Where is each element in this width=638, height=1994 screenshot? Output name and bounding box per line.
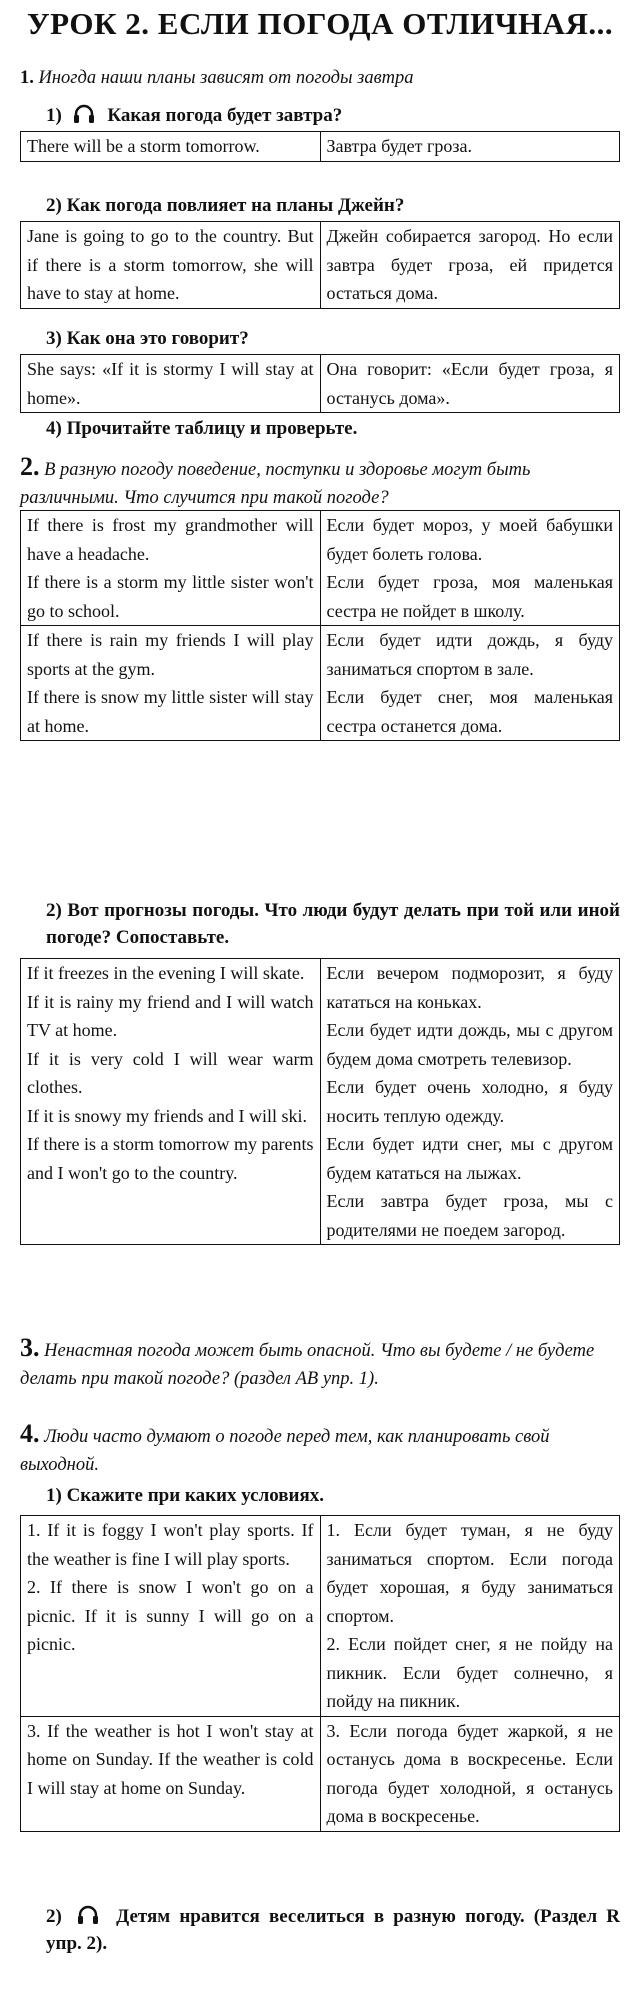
russian-text: Если будет идти дождь, я буду заниматься спортом в зале. [326, 630, 613, 679]
table-row [21, 959, 620, 1245]
question-2-label: 2) [46, 1906, 62, 1927]
english-text: If there is snow my little sister will stay at home. [27, 687, 314, 736]
task-3-text: Ненастная погода может быть опасной. Что вы будете / не будете делать при такой погоде? (раздел АВ упр. 1). [20, 1341, 595, 1389]
task-2-header [20, 453, 620, 512]
english-cell [21, 355, 321, 413]
english-text: There will be a storm tomorrow. [27, 136, 260, 156]
table-weekend-conditions [20, 1515, 620, 1832]
headphones-icon [73, 104, 95, 124]
english-text: If it is very cold I will wear warm clothes. [27, 1048, 314, 1097]
question-2-text: Детям нравится веселиться в разную погоду. (Раздел R упр. 2). [46, 1906, 621, 1954]
russian-text: Джейн собирается загород. Но если завтра будет гроза, ей придется остаться дома. [326, 226, 613, 303]
english-cell [21, 1716, 321, 1831]
english-text: 3. If the weather is hot I won't stay at home on Sunday. If the weather is cold I will stay at home on Sunday. [27, 1720, 314, 1798]
table-weather-forecasts [20, 958, 620, 1245]
task-4-text: Люди часто думают о погоде перед тем, как планировать свой выходной. [20, 1427, 550, 1475]
task-2-text: В разную погоду поведение, поступки и здоровье могут быть различными. Что случится при такой погоде? [20, 460, 531, 508]
table-storm-tomorrow [20, 131, 620, 162]
russian-cell [320, 1516, 620, 1717]
russian-text: Если завтра будет гроза, мы с родителями не поедем загород. [326, 1191, 613, 1240]
russian-cell [320, 222, 620, 309]
russian-text: Если будет мороз, у моей бабушки будет болеть голова. [326, 515, 613, 564]
task-1-text: Иногда наши планы зависят от погоды завтра [38, 68, 414, 88]
english-text: If there is frost my grandmother will have a headache. [27, 515, 314, 564]
task-4-question-1: 1) Скажите при каких условиях. [46, 1485, 324, 1506]
russian-text: Если вечером подморозит, я буду кататься на коньках. [326, 963, 613, 1012]
english-text: 2. If there is snow I won't go on a picnic. If it is sunny I will go on a picnic. [27, 1577, 314, 1654]
english-text: If there is a storm my little sister won't go to school. [27, 572, 314, 621]
table-weather-effects [20, 510, 620, 741]
task-1-question-3: 3) Как она это говорит? [46, 328, 249, 349]
table-row [21, 626, 620, 741]
english-text: 1. If it is foggy I won't play sports. If the weather is fine I will play sports. [27, 1520, 314, 1569]
russian-text: 1. Если будет туман, я не буду заниматься спортом. Если погода будет хорошая, я буду заниматься спортом. [326, 1520, 613, 1626]
table-row [21, 222, 620, 309]
table-jane-plans [20, 221, 620, 309]
table-row [21, 511, 620, 626]
english-text: Jane is going to go to the country. But if there is a storm tomorrow, she will have to stay at home. [27, 226, 314, 303]
task-3-header [20, 1334, 620, 1393]
russian-cell [320, 1716, 620, 1831]
task-2-number: 2. [20, 452, 40, 481]
russian-cell [320, 959, 620, 1245]
russian-text: Она говорит: «Если будет гроза, я останусь дома». [326, 359, 613, 408]
table-she-says [20, 354, 620, 413]
english-text: If there is rain my friends I will play sports at the gym. [27, 630, 314, 679]
english-text: She says: «If it is stormy I will stay at home». [27, 359, 314, 408]
task-2-question-2: 2) Вот прогнозы погоды. Что люди будут делать при той или иной погоде? Сопоставьте. [46, 900, 620, 948]
russian-cell [320, 626, 620, 741]
english-text: If it is rainy my friend and I will watch TV at home. [27, 991, 314, 1040]
russian-cell [320, 511, 620, 626]
task-1-header [20, 64, 620, 92]
question-1-label: 1) [46, 105, 62, 126]
task-1-question-2: 2) Как погода повлияет на планы Джейн? [46, 195, 405, 216]
english-text: If it freezes in the evening I will skate. [27, 963, 305, 983]
english-cell [21, 132, 321, 162]
russian-text: Если будет идти дождь, мы с другом будем дома смотреть телевизор. [326, 1020, 613, 1069]
english-cell [21, 959, 321, 1245]
russian-text: 2. Если пойдет снег, я не пойду на пикник. Если будет солнечно, я пойду на пикник. [326, 1634, 613, 1711]
english-cell [21, 626, 321, 741]
russian-cell [320, 132, 620, 162]
page-title: УРОК 2. ЕСЛИ ПОГОДА ОТЛИЧНАЯ... [26, 6, 614, 41]
english-cell [21, 511, 321, 626]
task-1-question-1 [20, 102, 620, 129]
task-1-question-4: 4) Прочитайте таблицу и проверьте. [46, 418, 358, 439]
task-4-question-2 [20, 1903, 620, 1957]
russian-text: Если будет очень холодно, я буду носить теплую одежду. [326, 1077, 613, 1126]
table-row [21, 1516, 620, 1717]
task-1-number: 1. [20, 68, 34, 88]
russian-text: Если будет идти снег, мы с другом будем кататься на лыжах. [326, 1134, 613, 1183]
russian-cell [320, 355, 620, 413]
table-row [21, 132, 620, 162]
headphones-icon [77, 1905, 99, 1925]
english-text: If there is a storm tomorrow my parents and I won't go to the country. [27, 1134, 314, 1183]
task-3-number: 3. [20, 1333, 40, 1362]
russian-text: 3. Если погода будет жаркой, я не останусь дома в воскресенье. Если погода будет холодной, я останусь дома в воскресенье. [326, 1720, 613, 1826]
russian-text: Завтра будет гроза. [326, 136, 472, 156]
english-cell [21, 1516, 321, 1717]
table-row [21, 1716, 620, 1831]
russian-text: Если будет снег, моя маленькая сестра останется дома. [326, 687, 613, 736]
table-row [21, 355, 620, 413]
english-cell [21, 222, 321, 309]
russian-text: Если будет гроза, моя маленькая сестра не пойдет в школу. [326, 572, 613, 621]
english-text: If it is snowy my friends and I will ski. [27, 1105, 307, 1126]
question-1-text: Какая погода будет завтра? [107, 105, 343, 126]
task-4-number: 4. [20, 1419, 40, 1448]
task-4-header [20, 1420, 620, 1479]
